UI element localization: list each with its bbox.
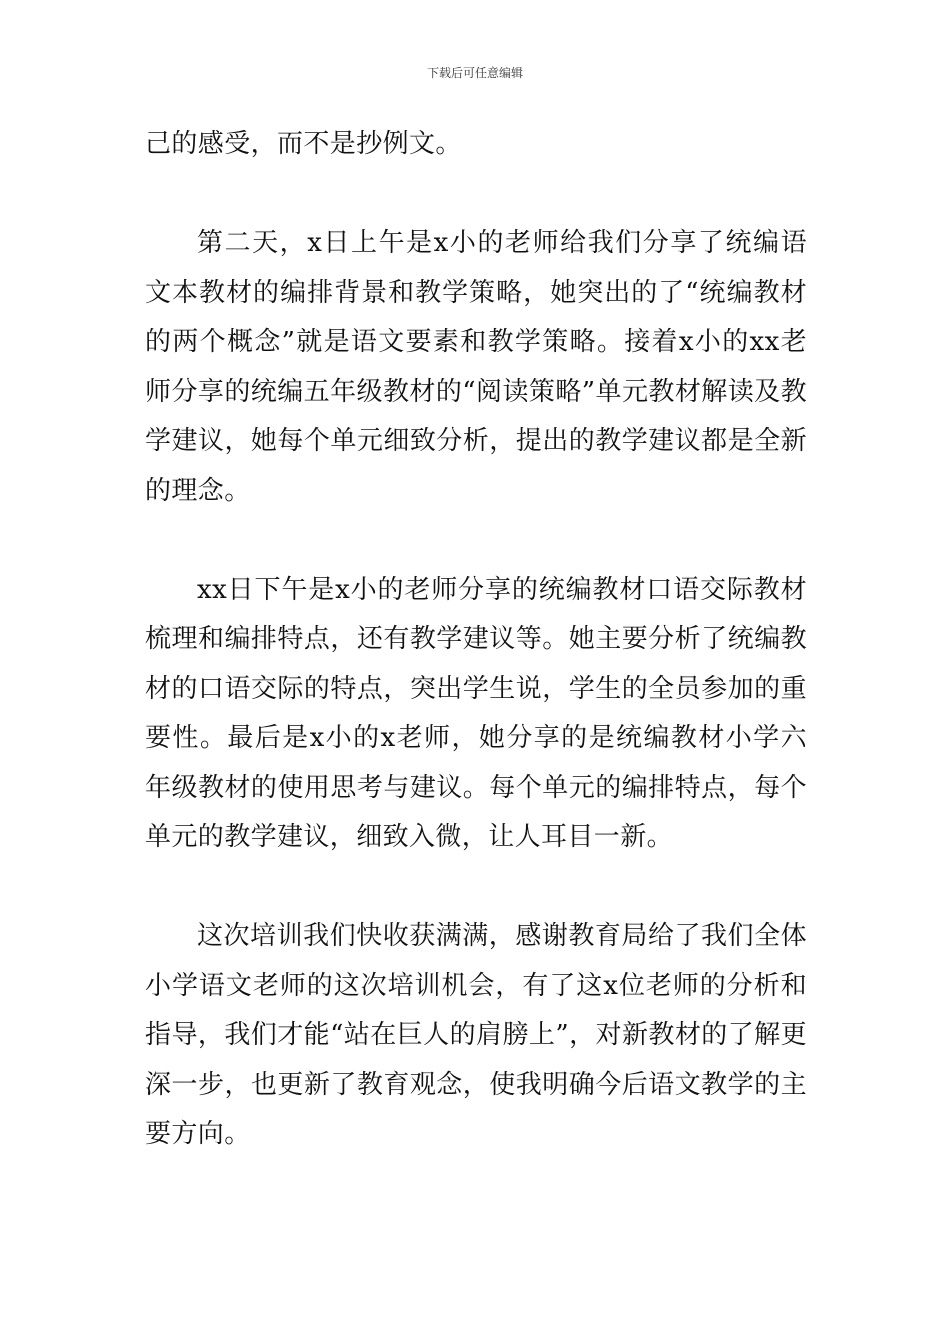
page-header-note: 下载后可任意编辑 [426, 66, 523, 80]
paragraph-spacer [145, 516, 807, 566]
paragraph-spacer [145, 863, 807, 913]
paragraph-day-two: 第二天，x日上午是x小的老师给我们分享了统编语文本教材的编排背景和教学策略，她突出的了“统编教材的两个概念”就是语文要素和教学策略。接着x小的xx老师分享的统编五年级教材的“阅读策略”单元教材解读及教学建议，她每个单元细致分析，提出的教学建议都是全新的理念。 [145, 228, 807, 506]
document-body [145, 120, 807, 1160]
paragraph-spacer [145, 170, 807, 220]
paragraph-conclusion: 这次培训我们快收获满满，感谢教育局给了我们全体小学语文老师的这次培训机会，有了这x位老师的分析和指导，我们才能“站在巨人的肩膀上”，对新教材的了解更深一步，也更新了教育观念，使我明确今后语文教学的主要方向。 [145, 921, 807, 1149]
paragraph-afternoon: xx日下午是x小的老师分享的统编教材口语交际教材梳理和编排特点，还有教学建议等。她主要分析了统编教材的口语交际的特点，突出学生说，学生的全员参加的重要性。最后是x小的x老师，她分享的是统编教材小学六年级教材的使用思考与建议。每个单元的编排特点，每个单元的教学建议，细致入微，让人耳目一新。 [145, 574, 807, 852]
paragraph-continuation: 己的感受，而不是抄例文。 [145, 129, 462, 159]
